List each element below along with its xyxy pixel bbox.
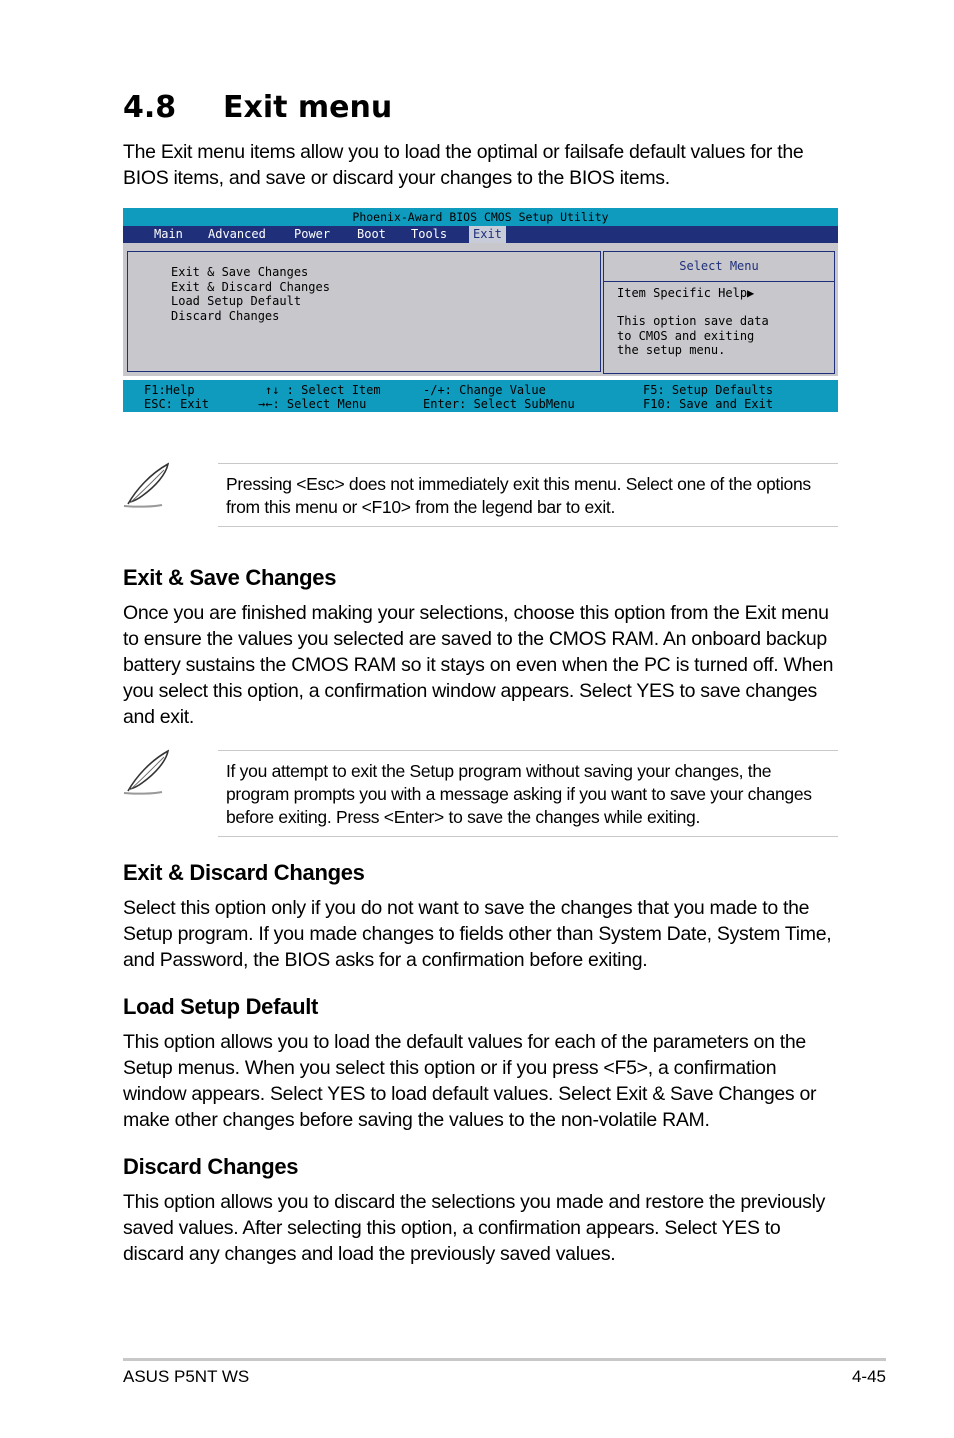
section-title <box>123 88 392 128</box>
bios-help-header: Select Menu <box>604 252 834 282</box>
heading-discard: Discard Changes <box>123 1154 299 1179</box>
bios-menu-power[interactable]: Power <box>294 227 331 241</box>
bios-option-exit-discard[interactable]: Exit & Discard Changes <box>171 279 330 294</box>
legend-f1: F1:Help <box>144 383 195 397</box>
heading-load-default: Load Setup Default <box>123 994 319 1019</box>
bios-option-exit-save[interactable]: Exit & Save Changes <box>171 265 309 279</box>
legend-change-value: -/+: Change Value <box>423 383 546 397</box>
legend-f5: F5: Setup Defaults <box>643 383 774 397</box>
section-number: 4.8 <box>123 90 177 125</box>
bios-help-panel <box>603 251 835 374</box>
note-text: Pressing <Esc> does not immediately exit this menu. Select one of the options from this menu or <F10> from the legend bar to exit. <box>226 474 811 517</box>
bios-options-panel <box>127 251 601 372</box>
bios-help-line: to CMOS and exiting <box>617 328 755 343</box>
note-box <box>218 463 838 527</box>
bios-menu-exit[interactable]: Exit <box>469 226 506 243</box>
bios-item-help-label: Item Specific Help <box>617 286 748 300</box>
paragraph-load-default: This option allows you to load the default values for each of the parameters on the Setup menus. When you select this option or if you press <F5>, a confirmation window appears. Select YES to load default values. Select Exit & Save Changes or make other changes before saving the values to the non-volatile RAM. <box>123 1031 817 1131</box>
legend-select-item: ↑↓ : Select Item <box>265 383 381 397</box>
bios-screenshot <box>123 208 838 412</box>
intro-paragraph: The Exit menu items allow you to load the optimal or failsafe default values for the BIOS items, and save or discard your changes to the BIOS items. <box>123 141 804 189</box>
note-pen-icon <box>122 460 174 508</box>
bios-help-line: This option save data <box>617 314 769 328</box>
triangle-right-icon: ▶ <box>747 286 755 300</box>
bios-legend-bar <box>123 380 838 412</box>
bios-item-help <box>617 286 754 301</box>
bios-menu-tools[interactable]: Tools <box>411 227 448 241</box>
legend-select-menu: →←: Select Menu <box>258 397 367 411</box>
note-box <box>218 750 838 837</box>
bios-menu-main[interactable]: Main <box>154 227 183 241</box>
bios-menubar <box>123 226 838 243</box>
footer-page-number: 4-45 <box>851 1367 886 1386</box>
bios-title: Phoenix-Award BIOS CMOS Setup Utility <box>123 208 838 226</box>
bios-option-discard[interactable]: Discard Changes <box>171 308 280 323</box>
legend-select-submenu: Enter: Select SubMenu <box>423 397 575 411</box>
bios-body <box>123 243 838 376</box>
note-text: If you attempt to exit the Setup program without saving your changes, the program prompts you with a message asking if you want to save your changes before exiting. Press <Enter> to save the changes while exiting. <box>226 761 812 827</box>
bios-help-line: the setup menu. <box>617 343 726 357</box>
section-title-text: Exit menu <box>223 90 393 125</box>
paragraph-exit-save: Once you are finished making your selections, choose this option from the Exit menu to ensure the values you selected are saved to the CMOS RAM. An onboard backup battery sustains the CMOS RAM so it stays on even when the PC is turned off. When you select this option, a confirmation window appears. Select YES to save changes and exit. <box>123 602 834 728</box>
legend-esc: ESC: Exit <box>144 397 210 411</box>
bios-menu-boot[interactable]: Boot <box>357 227 386 241</box>
bios-option-load-default[interactable]: Load Setup Default <box>171 294 302 308</box>
footer-rule <box>123 1358 886 1361</box>
legend-f10: F10: Save and Exit <box>643 397 774 411</box>
heading-exit-discard: Exit & Discard Changes <box>123 860 365 885</box>
paragraph-exit-discard: Select this option only if you do not want to save the changes that you made to the Setup program. If you made changes to fields other than System Date, System Time, and Password, the BIOS asks for a confirmation before exiting. <box>123 897 832 971</box>
paragraph-discard: This option allows you to discard the selections you made and restore the previously saved values. After selecting this option, a confirmation appears. Select YES to discard any changes and load the previously saved values. <box>123 1191 826 1265</box>
note-pen-icon <box>122 747 174 795</box>
heading-exit-save: Exit & Save Changes <box>123 565 337 590</box>
footer-product: ASUS P5NT WS <box>123 1367 250 1386</box>
bios-menu-advanced[interactable]: Advanced <box>208 227 266 241</box>
